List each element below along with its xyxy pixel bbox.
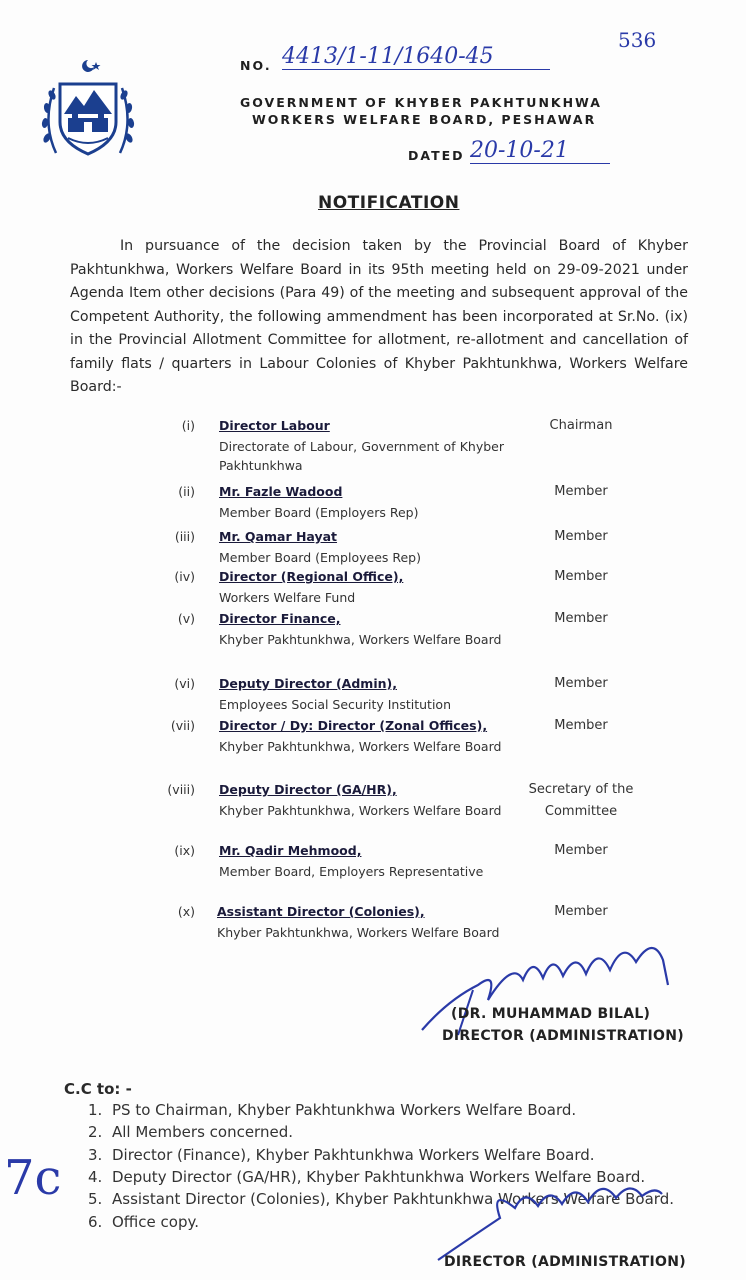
member-role: Chairman <box>549 418 613 433</box>
member-number: (vi) <box>174 676 195 691</box>
member-role: Member <box>554 718 608 733</box>
cc-item-number: 2. <box>88 1123 103 1142</box>
member-title: Director (Regional Office), <box>219 569 404 584</box>
cc-item: All Members concerned. <box>112 1123 293 1142</box>
member-title: Deputy Director (GA/HR), <box>219 782 397 797</box>
member-role: Member <box>554 611 608 626</box>
number-label: NO. <box>240 58 272 73</box>
member-description: Directorate of Labour, Government of Khyber Pakhtunkhwa <box>219 439 504 473</box>
member-number: (vii) <box>170 718 195 733</box>
board-line: WORKERS WELFARE BOARD, PESHAWAR <box>252 112 597 127</box>
cc-item-number: 3. <box>88 1145 103 1164</box>
margin-note: 7c <box>4 1150 62 1206</box>
cc-item-number: 5. <box>88 1190 103 1209</box>
signatory-designation-2: DIRECTOR (ADMINISTRATION) <box>444 1254 686 1270</box>
member-description: Khyber Pakhtunkhwa, Workers Welfare Board <box>217 925 500 940</box>
signature-scribble-2 <box>430 1168 670 1268</box>
page-mark: 536 <box>618 28 657 52</box>
cc-item-number: 6. <box>88 1212 103 1231</box>
page-title: NOTIFICATION <box>318 193 460 213</box>
member-title: Mr. Fazle Wadood <box>219 484 343 499</box>
notification-paragraph: In pursuance of the decision taken by the Provincial Board of Khyber Pakhtunkhwa, Workers Welfare Board in its 95th meeting held on 29-09-2021 under Agenda Item other decisions (Para 49) of the meeting and subsequent approval of the Competent Authority, the following ammendment has been incorporated at Sr.No. (ix) in the Provincial Allotment Committee for allotment, re-allotment and cancellation of family flats / quarters in Labour Colonies of Khyber Pakhtunkhwa, Workers Welfare Board:- <box>70 238 688 395</box>
member-title: Director Finance, <box>219 611 341 626</box>
member-number: (viii) <box>167 782 195 797</box>
signatory-designation: DIRECTOR (ADMINISTRATION) <box>442 1028 684 1044</box>
member-description: Employees Social Security Institution <box>219 697 451 712</box>
member-description: Member Board, Employers Representative <box>219 864 484 879</box>
member-role: Member <box>554 569 608 584</box>
cc-item-number: 1. <box>88 1101 103 1119</box>
member-number: (ii) <box>178 484 195 499</box>
cc-item: Office copy. <box>112 1212 200 1231</box>
member-description: Member Board (Employers Rep) <box>219 505 419 520</box>
member-description: Khyber Pakhtunkhwa, Workers Welfare Board <box>219 632 502 647</box>
member-role: Member <box>554 904 608 919</box>
member-number: (ix) <box>174 843 195 858</box>
member-number: (v) <box>177 611 195 626</box>
member-role: Member <box>554 529 608 544</box>
cc-label: C.C to: - <box>64 1080 132 1098</box>
dated-label: DATED <box>408 148 465 163</box>
cc-item: Director (Finance), Khyber Pakhtunkhwa Workers Welfare Board. <box>112 1145 595 1164</box>
government-line: GOVERNMENT OF KHYBER PAKHTUNKHWA <box>240 95 602 110</box>
member-role: Member <box>554 484 608 499</box>
government-emblem <box>38 58 138 168</box>
member-number: (i) <box>181 418 195 433</box>
member-number: (x) <box>177 904 195 919</box>
cc-item: Deputy Director (GA/HR), Khyber Pakhtunkhwa Workers Welfare Board. <box>112 1167 646 1186</box>
member-description: Member Board (Employees Rep) <box>219 550 421 565</box>
member-title: Mr. Qadir Mehmood, <box>219 843 362 858</box>
member-title: Deputy Director (Admin), <box>219 676 397 691</box>
signatory-name: (DR. MUHAMMAD BILAL) <box>451 1006 651 1022</box>
member-number: (iv) <box>174 569 195 584</box>
member-title: Director / Dy: Director (Zonal Offices), <box>219 718 488 733</box>
member-title: Assistant Director (Colonies), <box>217 904 425 919</box>
member-description: Khyber Pakhtunkhwa, Workers Welfare Board <box>219 739 502 754</box>
member-role: Member <box>554 843 608 858</box>
reference-number: 4413/1-11/1640-45 <box>282 44 550 70</box>
member-title: Director Labour <box>219 418 330 433</box>
member-description: Workers Welfare Fund <box>219 590 356 605</box>
member-role: Member <box>554 676 608 691</box>
cc-item: Assistant Director (Colonies), Khyber Pakhtunkhwa Workers Welfare Board. <box>112 1190 674 1209</box>
dated-value: 20-10-21 <box>470 138 610 164</box>
cc-item: PS to Chairman, Khyber Pakhtunkhwa Workers Welfare Board. <box>112 1101 577 1119</box>
signature-scribble <box>418 930 678 1040</box>
member-role: Secretary of the Committee <box>528 782 634 819</box>
cc-item-number: 4. <box>88 1167 103 1186</box>
member-description: Khyber Pakhtunkhwa, Workers Welfare Board <box>219 803 502 818</box>
member-title: Mr. Qamar Hayat <box>219 529 338 544</box>
member-number: (iii) <box>174 529 195 544</box>
